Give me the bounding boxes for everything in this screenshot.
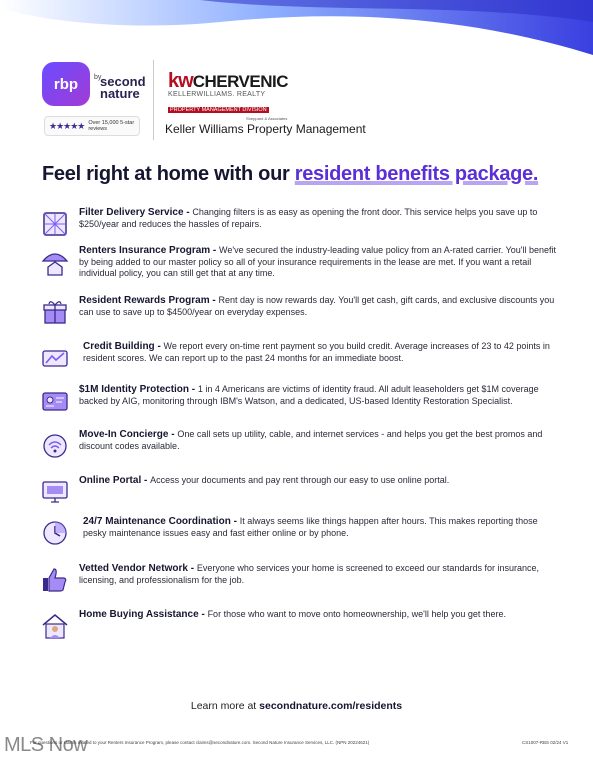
second-nature-logo: second nature xyxy=(100,74,146,101)
monitor-icon xyxy=(40,477,70,507)
mls-watermark: MLS Now xyxy=(4,734,88,756)
benefit-item xyxy=(40,565,560,605)
benefit-item xyxy=(40,209,560,249)
benefit-item xyxy=(40,247,560,287)
headline-highlight: resident benefits package. xyxy=(294,163,539,185)
umbrella-house-icon xyxy=(40,247,70,277)
clock-icon xyxy=(40,518,70,548)
benefit-title: Home Buying Assistance - xyxy=(79,609,208,620)
by-label: by xyxy=(94,74,102,81)
reviews-count: Over 15,000 5-star reviews xyxy=(88,120,135,132)
wifi-globe-icon xyxy=(40,431,70,461)
id-card-icon xyxy=(40,386,70,416)
benefit-desc: One call sets up utility, cable, and internet services - and helps you get the best promos and discount codes available. xyxy=(79,429,543,451)
kw-name: CHERVENIC xyxy=(192,72,289,91)
kw-chervenic-logo xyxy=(168,70,288,121)
benefit-desc: Rent day is now rewards day. You'll get cash, gift cards, and exclusive discounts you can use to save up to $4500/year on everyday expenses. xyxy=(79,295,555,317)
benefit-title: Renters Insurance Program - xyxy=(79,245,220,256)
learn-more xyxy=(0,700,593,712)
benefit-item xyxy=(40,297,560,337)
benefit-desc: Everyone who services your home is screened to exceed our standards for insurance, licensing, and professionalism for the job. xyxy=(79,563,539,585)
logo-divider xyxy=(153,60,154,140)
learn-more-link[interactable]: secondnature.com/residents xyxy=(259,700,403,712)
document-code: CS1007-RBS 02/24 V1 xyxy=(522,740,569,745)
benefit-desc: For those who want to move onto homeownership, we'll help you get there. xyxy=(207,609,506,619)
thumbs-up-icon xyxy=(40,565,70,595)
kw-pm-division: PROPERTY MANAGEMENT DIVISION xyxy=(170,107,267,113)
headline xyxy=(42,163,538,186)
benefit-title: Resident Rewards Program - xyxy=(79,295,219,306)
kw-associates: Sheppard & Associates xyxy=(246,116,288,121)
benefit-title: 24/7 Maintenance Coordination - xyxy=(83,516,240,527)
benefit-desc: Changing filters is as easy as opening the front door. This service helps you save up to $250/year and reduces the hassles of repairs. xyxy=(79,207,538,229)
benefit-item xyxy=(40,343,560,383)
benefit-desc: 1 in 4 Americans are victims of identity fraud. All adult leaseholders get $1M coverage backed by AIG, monitoring through IBM's Watson, and a dedicated, US-based Identity Restoration Specialist. xyxy=(79,384,539,406)
logo-area xyxy=(42,60,372,140)
filter-icon xyxy=(40,209,70,239)
company-name: Keller Williams Property Management xyxy=(165,122,366,136)
kw-realty-line: KELLERWILLIAMS. REALTY xyxy=(168,91,266,98)
benefit-title: $1M Identity Protection - xyxy=(79,384,198,395)
benefit-title: Credit Building - xyxy=(83,341,164,352)
reviews-badge xyxy=(44,116,140,136)
learn-more-prefix: Learn more at xyxy=(190,700,260,712)
star-rating-icon: ★★★★★ xyxy=(49,120,85,131)
benefit-desc: We report every on-time rent payment so you build credit. Average increases of 23 to 42 points in resident scores. We can report up to the past 24 months for an immediate boost. xyxy=(83,341,550,363)
footnote: For questions or claims related to your Renters Insurance Program, please contact claims@secondnature.com. Second Nature Insurance Services, LLC. (NPN 20224621) xyxy=(30,740,370,745)
gift-icon xyxy=(40,297,70,327)
rbp-logo: rbp xyxy=(42,62,90,106)
benefit-title: Online Portal - xyxy=(79,475,151,486)
benefit-desc: Access your documents and pay rent through our easy to use online portal. xyxy=(150,475,450,485)
benefit-item xyxy=(40,431,560,471)
benefit-title: Vetted Vendor Network - xyxy=(79,563,197,574)
benefit-item xyxy=(40,386,560,426)
benefit-item xyxy=(40,477,560,517)
benefit-title: Move-In Concierge - xyxy=(79,429,178,440)
credit-score-icon xyxy=(40,343,70,373)
benefit-title: Filter Delivery Service - xyxy=(79,207,193,218)
kw-logo: kw xyxy=(168,70,193,92)
house-person-icon xyxy=(40,611,70,641)
benefit-desc: We've secured the industry-leading value policy from an A-rated carrier. You'll benefit by being added to our master policy so all of your insurance requirements in the lease are met. If you want a retail individual policy, you can still get that at any time. xyxy=(79,245,557,278)
headline-prefix: Feel right at home with our xyxy=(42,163,295,185)
benefit-item xyxy=(40,611,560,651)
benefit-desc: It always seems like things happen after hours. This makes reporting those pesky maintenance issues easy and fast either online or by phone. xyxy=(83,516,538,538)
benefit-item xyxy=(40,518,560,558)
